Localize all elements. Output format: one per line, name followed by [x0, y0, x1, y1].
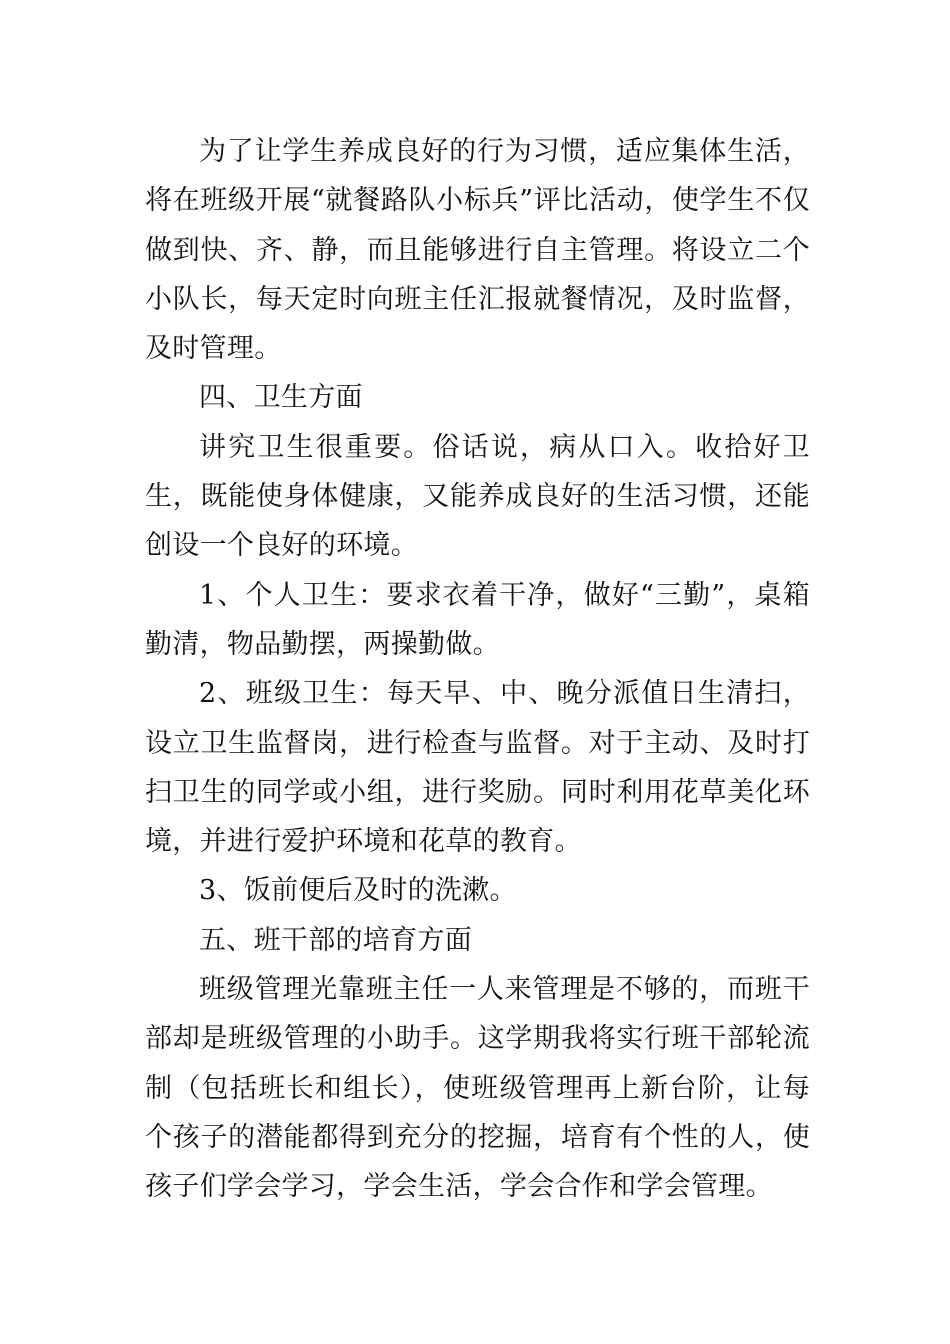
document-body — [145, 127, 810, 1212]
paragraph-hygiene-intro: 讲究卫生很重要。俗话说，病从口入。收拾好卫生，既能使身体健康，又能养成良好的生活习惯，还能创设一个良好的环境。 — [145, 431, 810, 562]
paragraph-class-cadres: 班级管理光靠班主任一人来管理是不够的，而班干部却是班级管理的小助手。这学期我将实行班干部轮流制（包括班长和组长），使班级管理再上新台阶，让每个孩子的潜能都得到充分的挖掘，培育有个性的人，使孩子们学会学习，学会生活，学会合作和学会管理。 — [145, 974, 810, 1203]
paragraph-washing: 3、饭前便后及时的洗漱。 — [199, 875, 517, 907]
section-heading-hygiene: 四、卫生方面 — [199, 382, 363, 414]
paragraph-dining-queue: 为了让学生养成良好的行为习惯，适应集体生活，将在班级开展“就餐路队小标兵”评比活动，使学生不仅做到快、齐、静，而且能够进行自主管理。将设立二个小队长，每天定时向班主任汇报就餐情况，及时监督，及时管理。 — [145, 136, 810, 365]
section-heading-class-cadres: 五、班干部的培育方面 — [199, 924, 472, 956]
paragraph-personal-hygiene: 1、个人卫生：要求衣着干净，做好“三勤”，桌箱勤清，物品勤摆，两操勤做。 — [145, 579, 810, 660]
paragraph-class-hygiene: 2、班级卫生：每天早、中、晚分派值日生清扫，设立卫生监督岗，进行检查与监督。对于主动、及时打扫卫生的同学或小组，进行奖励。同时利用花草美化环境，并进行爱护环境和花草的教育。 — [145, 678, 810, 858]
